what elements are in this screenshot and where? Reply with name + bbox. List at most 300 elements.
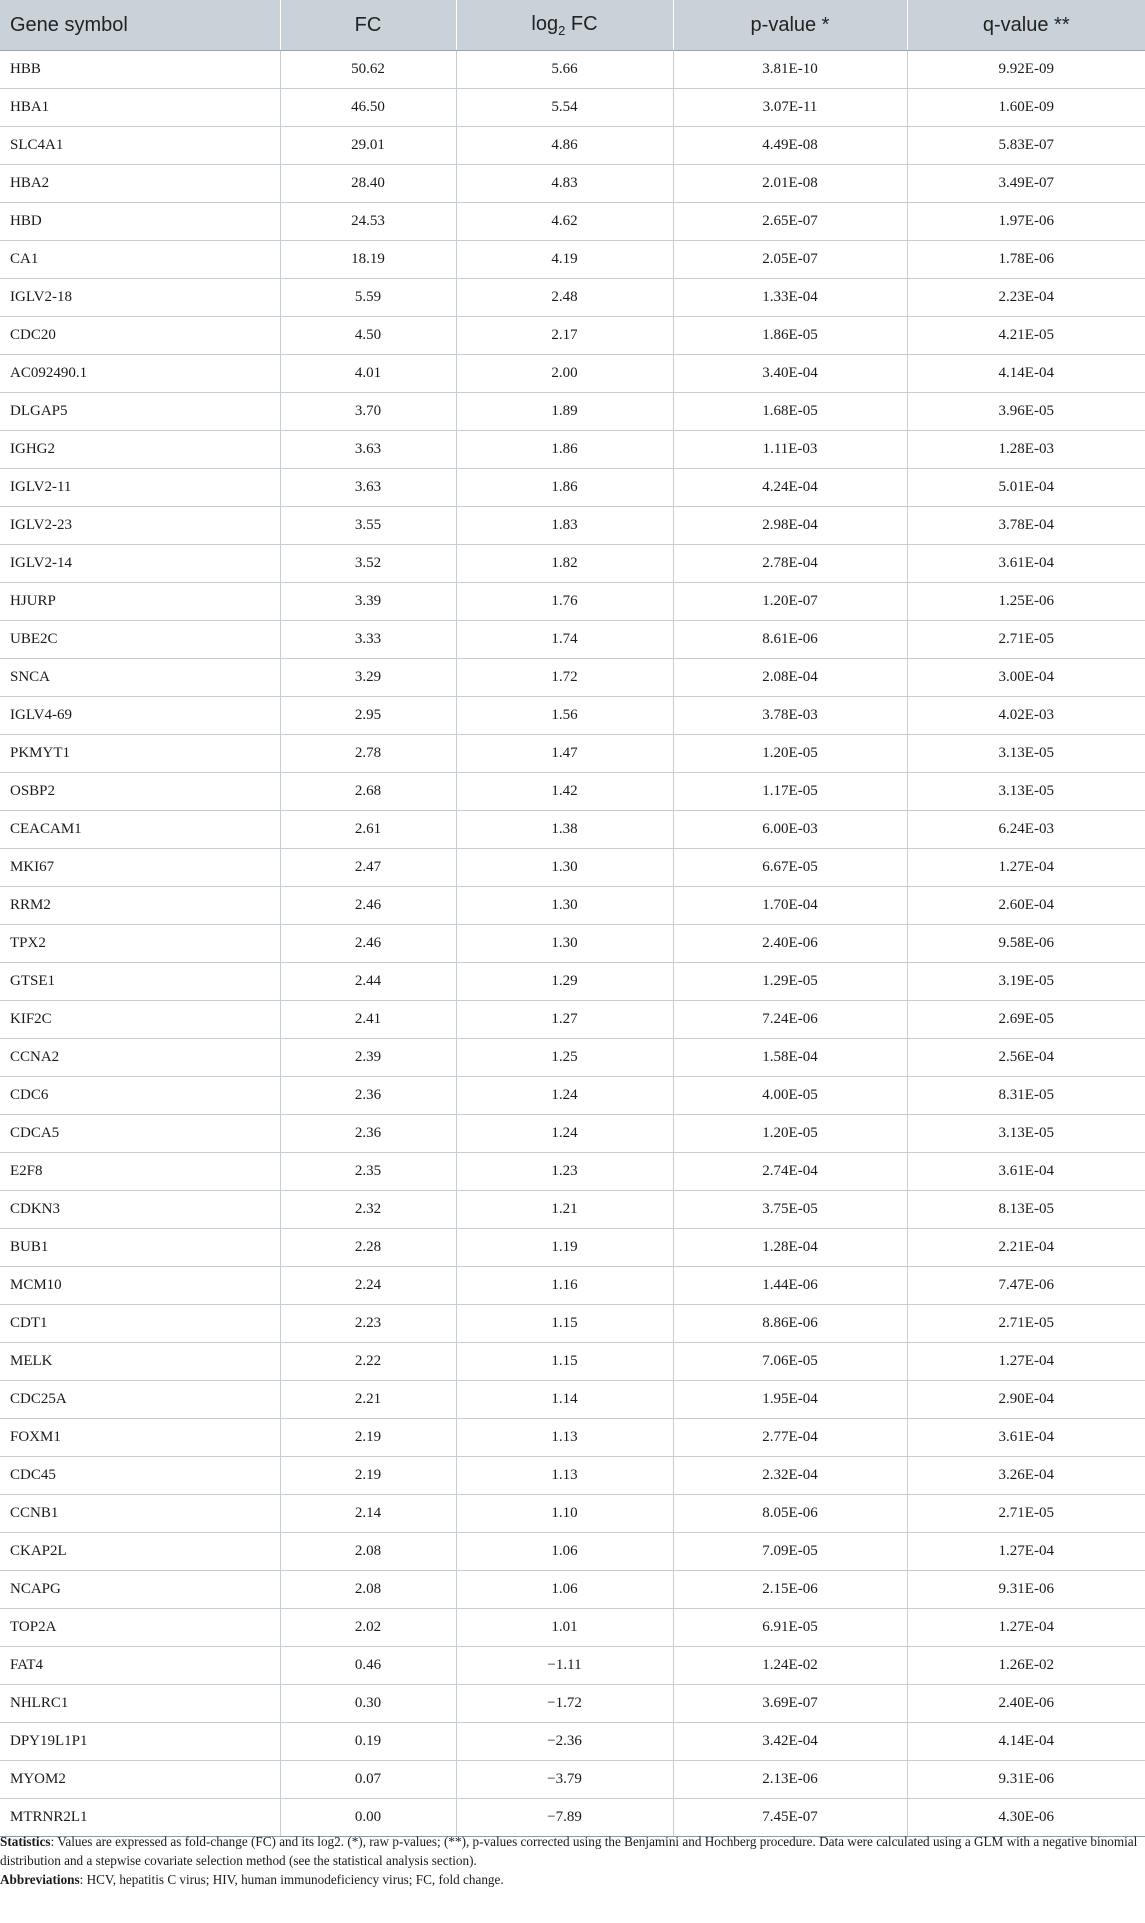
table-row [0, 1495, 1145, 1533]
table-row [0, 393, 1145, 431]
table-row [0, 735, 1145, 773]
cell-log2-fc: 1.30 [456, 925, 673, 963]
cell-fc: 3.29 [280, 659, 456, 697]
cell-q-value: 9.31E-06 [907, 1571, 1145, 1609]
cell-log2-fc: 1.24 [456, 1077, 673, 1115]
cell-p-value: 3.69E-07 [673, 1685, 907, 1723]
cell-log2-fc: 1.56 [456, 697, 673, 735]
cell-fc: 5.59 [280, 279, 456, 317]
cell-gene-symbol: CDT1 [0, 1305, 280, 1343]
cell-fc: 2.22 [280, 1343, 456, 1381]
cell-fc: 0.30 [280, 1685, 456, 1723]
cell-gene-symbol: TPX2 [0, 925, 280, 963]
cell-gene-symbol: IGLV4-69 [0, 697, 280, 735]
cell-fc: 2.08 [280, 1571, 456, 1609]
table-row [0, 583, 1145, 621]
cell-fc: 3.55 [280, 507, 456, 545]
cell-fc: 2.19 [280, 1457, 456, 1495]
table-row [0, 925, 1145, 963]
table-row [0, 241, 1145, 279]
cell-q-value: 9.31E-06 [907, 1761, 1145, 1799]
cell-gene-symbol: PKMYT1 [0, 735, 280, 773]
cell-fc: 3.63 [280, 431, 456, 469]
header-gene-symbol: Gene symbol [0, 0, 280, 51]
cell-p-value: 1.20E-05 [673, 735, 907, 773]
cell-q-value: 2.21E-04 [907, 1229, 1145, 1267]
table-row [0, 811, 1145, 849]
cell-p-value: 1.95E-04 [673, 1381, 907, 1419]
cell-fc: 2.36 [280, 1077, 456, 1115]
cell-p-value: 2.40E-06 [673, 925, 907, 963]
cell-gene-symbol: MKI67 [0, 849, 280, 887]
cell-log2-fc: 1.19 [456, 1229, 673, 1267]
table-row [0, 963, 1145, 1001]
cell-gene-symbol: HBA2 [0, 165, 280, 203]
table-row [0, 545, 1145, 583]
cell-q-value: 1.27E-04 [907, 1609, 1145, 1647]
cell-gene-symbol: KIF2C [0, 1001, 280, 1039]
cell-q-value: 2.71E-05 [907, 1495, 1145, 1533]
cell-q-value: 3.13E-05 [907, 773, 1145, 811]
cell-q-value: 2.71E-05 [907, 621, 1145, 659]
cell-gene-symbol: UBE2C [0, 621, 280, 659]
cell-q-value: 3.26E-04 [907, 1457, 1145, 1495]
cell-p-value: 8.05E-06 [673, 1495, 907, 1533]
cell-p-value: 8.86E-06 [673, 1305, 907, 1343]
table-row [0, 127, 1145, 165]
cell-q-value: 1.27E-04 [907, 1533, 1145, 1571]
cell-fc: 4.50 [280, 317, 456, 355]
cell-gene-symbol: CDC20 [0, 317, 280, 355]
cell-fc: 0.00 [280, 1799, 456, 1837]
cell-p-value: 4.49E-08 [673, 127, 907, 165]
cell-log2-fc: 1.13 [456, 1419, 673, 1457]
table-row [0, 1419, 1145, 1457]
cell-p-value: 1.44E-06 [673, 1267, 907, 1305]
cell-p-value: 4.24E-04 [673, 469, 907, 507]
table-row [0, 1533, 1145, 1571]
cell-q-value: 1.60E-09 [907, 89, 1145, 127]
cell-gene-symbol: NCAPG [0, 1571, 280, 1609]
cell-fc: 2.36 [280, 1115, 456, 1153]
cell-log2-fc: 1.30 [456, 887, 673, 925]
table-row [0, 697, 1145, 735]
cell-log2-fc: 1.27 [456, 1001, 673, 1039]
cell-fc: 50.62 [280, 51, 456, 89]
cell-q-value: 4.14E-04 [907, 355, 1145, 393]
cell-fc: 2.41 [280, 1001, 456, 1039]
cell-log2-fc: 4.62 [456, 203, 673, 241]
cell-q-value: 2.71E-05 [907, 1305, 1145, 1343]
cell-gene-symbol: IGLV2-11 [0, 469, 280, 507]
cell-fc: 3.39 [280, 583, 456, 621]
table-row [0, 1001, 1145, 1039]
table-row [0, 279, 1145, 317]
cell-q-value: 5.83E-07 [907, 127, 1145, 165]
cell-p-value: 3.78E-03 [673, 697, 907, 735]
cell-p-value: 1.28E-04 [673, 1229, 907, 1267]
cell-fc: 0.07 [280, 1761, 456, 1799]
cell-p-value: 2.15E-06 [673, 1571, 907, 1609]
cell-fc: 2.78 [280, 735, 456, 773]
table-row [0, 1267, 1145, 1305]
cell-log2-fc: 1.15 [456, 1343, 673, 1381]
cell-p-value: 1.11E-03 [673, 431, 907, 469]
cell-p-value: 2.13E-06 [673, 1761, 907, 1799]
cell-gene-symbol: CDKN3 [0, 1191, 280, 1229]
cell-q-value: 2.56E-04 [907, 1039, 1145, 1077]
cell-q-value: 2.23E-04 [907, 279, 1145, 317]
cell-log2-fc: 5.66 [456, 51, 673, 89]
cell-gene-symbol: AC092490.1 [0, 355, 280, 393]
cell-log2-fc: 1.74 [456, 621, 673, 659]
cell-gene-symbol: CDCA5 [0, 1115, 280, 1153]
cell-fc: 2.47 [280, 849, 456, 887]
cell-p-value: 2.78E-04 [673, 545, 907, 583]
cell-q-value: 2.69E-05 [907, 1001, 1145, 1039]
cell-log2-fc: 4.86 [456, 127, 673, 165]
cell-p-value: 3.81E-10 [673, 51, 907, 89]
cell-gene-symbol: MTRNR2L1 [0, 1799, 280, 1837]
cell-q-value: 8.31E-05 [907, 1077, 1145, 1115]
cell-q-value: 4.30E-06 [907, 1799, 1145, 1837]
cell-fc: 2.08 [280, 1533, 456, 1571]
cell-p-value: 3.42E-04 [673, 1723, 907, 1761]
cell-log2-fc: 1.23 [456, 1153, 673, 1191]
cell-log2-fc: 2.17 [456, 317, 673, 355]
cell-p-value: 2.65E-07 [673, 203, 907, 241]
cell-p-value: 3.75E-05 [673, 1191, 907, 1229]
table-row [0, 1685, 1145, 1723]
cell-gene-symbol: CDC25A [0, 1381, 280, 1419]
cell-fc: 3.70 [280, 393, 456, 431]
cell-gene-symbol: DPY19L1P1 [0, 1723, 280, 1761]
cell-fc: 28.40 [280, 165, 456, 203]
statistics-label: Statistics [0, 1834, 51, 1849]
cell-q-value: 2.40E-06 [907, 1685, 1145, 1723]
table-row [0, 887, 1145, 925]
cell-fc: 2.35 [280, 1153, 456, 1191]
cell-fc: 2.23 [280, 1305, 456, 1343]
table-row [0, 1153, 1145, 1191]
cell-log2-fc: −7.89 [456, 1799, 673, 1837]
cell-log2-fc: 1.24 [456, 1115, 673, 1153]
cell-q-value: 4.14E-04 [907, 1723, 1145, 1761]
cell-fc: 2.28 [280, 1229, 456, 1267]
cell-log2-fc: 2.00 [456, 355, 673, 393]
table-body [0, 51, 1145, 1837]
cell-q-value: 3.49E-07 [907, 165, 1145, 203]
table-row [0, 1799, 1145, 1837]
abbreviations-note [0, 1870, 1140, 1889]
cell-gene-symbol: FOXM1 [0, 1419, 280, 1457]
cell-log2-fc: 4.83 [456, 165, 673, 203]
cell-p-value: 2.77E-04 [673, 1419, 907, 1457]
table-row [0, 1229, 1145, 1267]
cell-log2-fc: −1.72 [456, 1685, 673, 1723]
cell-p-value: 1.86E-05 [673, 317, 907, 355]
cell-p-value: 1.24E-02 [673, 1647, 907, 1685]
abbreviations-label: Abbreviations [0, 1872, 80, 1887]
cell-log2-fc: 1.38 [456, 811, 673, 849]
table-row [0, 203, 1145, 241]
cell-p-value: 2.98E-04 [673, 507, 907, 545]
table-row [0, 431, 1145, 469]
cell-gene-symbol: SLC4A1 [0, 127, 280, 165]
cell-gene-symbol: HBB [0, 51, 280, 89]
cell-log2-fc: 1.15 [456, 1305, 673, 1343]
cell-log2-fc: −2.36 [456, 1723, 673, 1761]
cell-q-value: 3.61E-04 [907, 545, 1145, 583]
cell-log2-fc: 1.76 [456, 583, 673, 621]
cell-p-value: 7.06E-05 [673, 1343, 907, 1381]
table-row [0, 89, 1145, 127]
cell-gene-symbol: CCNB1 [0, 1495, 280, 1533]
cell-fc: 2.46 [280, 887, 456, 925]
cell-fc: 24.53 [280, 203, 456, 241]
cell-log2-fc: 2.48 [456, 279, 673, 317]
cell-p-value: 2.32E-04 [673, 1457, 907, 1495]
cell-p-value: 8.61E-06 [673, 621, 907, 659]
cell-p-value: 1.58E-04 [673, 1039, 907, 1077]
cell-log2-fc: 1.30 [456, 849, 673, 887]
cell-q-value: 6.24E-03 [907, 811, 1145, 849]
cell-fc: 3.33 [280, 621, 456, 659]
table-row [0, 469, 1145, 507]
cell-fc: 46.50 [280, 89, 456, 127]
table-row [0, 1077, 1145, 1115]
cell-fc: 3.63 [280, 469, 456, 507]
cell-log2-fc: 1.47 [456, 735, 673, 773]
header-log-prefix: log [531, 12, 559, 35]
cell-gene-symbol: E2F8 [0, 1153, 280, 1191]
cell-p-value: 7.24E-06 [673, 1001, 907, 1039]
cell-log2-fc: 1.16 [456, 1267, 673, 1305]
cell-q-value: 7.47E-06 [907, 1267, 1145, 1305]
cell-gene-symbol: HBA1 [0, 89, 280, 127]
table-row [0, 1343, 1145, 1381]
cell-fc: 4.01 [280, 355, 456, 393]
cell-gene-symbol: MCM10 [0, 1267, 280, 1305]
header-log-subscript: 2 [558, 22, 566, 38]
cell-fc: 2.32 [280, 1191, 456, 1229]
cell-p-value: 2.01E-08 [673, 165, 907, 203]
table-row [0, 1571, 1145, 1609]
cell-gene-symbol: MELK [0, 1343, 280, 1381]
abbreviations-text: : HCV, hepatitis C virus; HIV, human immunodeficiency virus; FC, fold change. [79, 1872, 504, 1887]
cell-p-value: 4.00E-05 [673, 1077, 907, 1115]
table-row [0, 51, 1145, 89]
cell-gene-symbol: OSBP2 [0, 773, 280, 811]
table-row [0, 507, 1145, 545]
cell-p-value: 1.33E-04 [673, 279, 907, 317]
cell-log2-fc: 1.83 [456, 507, 673, 545]
table-row [0, 1761, 1145, 1799]
cell-q-value: 3.61E-04 [907, 1419, 1145, 1457]
table-row [0, 773, 1145, 811]
cell-gene-symbol: MYOM2 [0, 1761, 280, 1799]
cell-gene-symbol: CDC45 [0, 1457, 280, 1495]
cell-gene-symbol: NHLRC1 [0, 1685, 280, 1723]
cell-q-value: 1.28E-03 [907, 431, 1145, 469]
cell-gene-symbol: CKAP2L [0, 1533, 280, 1571]
cell-log2-fc: 1.86 [456, 469, 673, 507]
table-row [0, 1457, 1145, 1495]
cell-log2-fc: 1.89 [456, 393, 673, 431]
table-row [0, 1305, 1145, 1343]
cell-gene-symbol: IGLV2-18 [0, 279, 280, 317]
cell-gene-symbol: IGLV2-14 [0, 545, 280, 583]
cell-fc: 2.24 [280, 1267, 456, 1305]
cell-gene-symbol: CCNA2 [0, 1039, 280, 1077]
cell-q-value: 3.00E-04 [907, 659, 1145, 697]
cell-log2-fc: −1.11 [456, 1647, 673, 1685]
cell-q-value: 3.96E-05 [907, 393, 1145, 431]
cell-fc: 2.95 [280, 697, 456, 735]
cell-log2-fc: 1.82 [456, 545, 673, 583]
table-row [0, 1381, 1145, 1419]
cell-p-value: 6.67E-05 [673, 849, 907, 887]
cell-log2-fc: 1.10 [456, 1495, 673, 1533]
table-row [0, 1647, 1145, 1685]
cell-log2-fc: 1.14 [456, 1381, 673, 1419]
table-row [0, 165, 1145, 203]
header-p-value: p-value * [673, 0, 907, 51]
cell-log2-fc: 1.06 [456, 1533, 673, 1571]
cell-gene-symbol: HJURP [0, 583, 280, 621]
table-row [0, 1115, 1145, 1153]
cell-p-value: 1.70E-04 [673, 887, 907, 925]
cell-p-value: 3.40E-04 [673, 355, 907, 393]
cell-log2-fc: 1.72 [456, 659, 673, 697]
cell-log2-fc: −3.79 [456, 1761, 673, 1799]
cell-fc: 2.02 [280, 1609, 456, 1647]
cell-p-value: 7.09E-05 [673, 1533, 907, 1571]
table-row [0, 355, 1145, 393]
cell-log2-fc: 1.06 [456, 1571, 673, 1609]
header-fc: FC [280, 0, 456, 51]
table-row [0, 1723, 1145, 1761]
cell-fc: 0.19 [280, 1723, 456, 1761]
table-footnotes [0, 1832, 1140, 1889]
cell-log2-fc: 1.42 [456, 773, 673, 811]
cell-log2-fc: 1.01 [456, 1609, 673, 1647]
cell-fc: 29.01 [280, 127, 456, 165]
cell-q-value: 1.25E-06 [907, 583, 1145, 621]
cell-p-value: 1.20E-05 [673, 1115, 907, 1153]
cell-gene-symbol: SNCA [0, 659, 280, 697]
header-log2-fc [456, 0, 673, 51]
cell-p-value: 6.91E-05 [673, 1609, 907, 1647]
cell-gene-symbol: HBD [0, 203, 280, 241]
cell-gene-symbol: RRM2 [0, 887, 280, 925]
cell-p-value: 7.45E-07 [673, 1799, 907, 1837]
cell-q-value: 1.27E-04 [907, 1343, 1145, 1381]
cell-fc: 0.46 [280, 1647, 456, 1685]
cell-log2-fc: 1.25 [456, 1039, 673, 1077]
cell-gene-symbol: TOP2A [0, 1609, 280, 1647]
table-row [0, 849, 1145, 887]
header-log-suffix: FC [565, 12, 598, 35]
cell-p-value: 1.20E-07 [673, 583, 907, 621]
cell-log2-fc: 1.13 [456, 1457, 673, 1495]
cell-log2-fc: 1.86 [456, 431, 673, 469]
cell-gene-symbol: DLGAP5 [0, 393, 280, 431]
header-row [0, 0, 1145, 51]
cell-fc: 3.52 [280, 545, 456, 583]
cell-q-value: 1.78E-06 [907, 241, 1145, 279]
table-row [0, 621, 1145, 659]
cell-q-value: 3.13E-05 [907, 735, 1145, 773]
cell-fc: 2.44 [280, 963, 456, 1001]
cell-q-value: 3.19E-05 [907, 963, 1145, 1001]
cell-log2-fc: 4.19 [456, 241, 673, 279]
cell-q-value: 8.13E-05 [907, 1191, 1145, 1229]
cell-fc: 2.46 [280, 925, 456, 963]
cell-p-value: 3.07E-11 [673, 89, 907, 127]
cell-q-value: 1.26E-02 [907, 1647, 1145, 1685]
cell-p-value: 6.00E-03 [673, 811, 907, 849]
cell-fc: 2.14 [280, 1495, 456, 1533]
cell-fc: 2.61 [280, 811, 456, 849]
cell-q-value: 1.97E-06 [907, 203, 1145, 241]
cell-q-value: 3.61E-04 [907, 1153, 1145, 1191]
table-row [0, 1039, 1145, 1077]
cell-q-value: 3.13E-05 [907, 1115, 1145, 1153]
cell-gene-symbol: IGLV2-23 [0, 507, 280, 545]
cell-gene-symbol: CDC6 [0, 1077, 280, 1115]
cell-p-value: 1.29E-05 [673, 963, 907, 1001]
cell-q-value: 9.92E-09 [907, 51, 1145, 89]
table-row [0, 659, 1145, 697]
cell-p-value: 1.17E-05 [673, 773, 907, 811]
cell-p-value: 1.68E-05 [673, 393, 907, 431]
cell-fc: 2.39 [280, 1039, 456, 1077]
cell-q-value: 5.01E-04 [907, 469, 1145, 507]
cell-q-value: 2.90E-04 [907, 1381, 1145, 1419]
cell-log2-fc: 5.54 [456, 89, 673, 127]
cell-gene-symbol: BUB1 [0, 1229, 280, 1267]
cell-gene-symbol: CA1 [0, 241, 280, 279]
cell-q-value: 3.78E-04 [907, 507, 1145, 545]
table-row [0, 317, 1145, 355]
cell-p-value: 2.05E-07 [673, 241, 907, 279]
cell-q-value: 4.02E-03 [907, 697, 1145, 735]
cell-q-value: 2.60E-04 [907, 887, 1145, 925]
cell-gene-symbol: CEACAM1 [0, 811, 280, 849]
cell-log2-fc: 1.29 [456, 963, 673, 1001]
cell-p-value: 2.74E-04 [673, 1153, 907, 1191]
cell-fc: 2.68 [280, 773, 456, 811]
table-row [0, 1609, 1145, 1647]
cell-gene-symbol: FAT4 [0, 1647, 280, 1685]
cell-q-value: 1.27E-04 [907, 849, 1145, 887]
cell-p-value: 2.08E-04 [673, 659, 907, 697]
cell-fc: 2.19 [280, 1419, 456, 1457]
table-row [0, 1191, 1145, 1229]
cell-fc: 2.21 [280, 1381, 456, 1419]
cell-gene-symbol: GTSE1 [0, 963, 280, 1001]
cell-fc: 18.19 [280, 241, 456, 279]
header-q-value: q-value ** [907, 0, 1145, 51]
cell-log2-fc: 1.21 [456, 1191, 673, 1229]
statistics-note [0, 1832, 1140, 1870]
cell-q-value: 4.21E-05 [907, 317, 1145, 355]
table-header [0, 0, 1145, 51]
statistics-text: : Values are expressed as fold-change (FC) and its log2. (*), raw p-values; (**), p-values corrected using the Benjamini and Hochberg procedure. Data were calculated using a GLM with a negative binomial distribution and a stepwise covariate selection method (see the statistical analysis section). [0, 1834, 1138, 1868]
cell-gene-symbol: IGHG2 [0, 431, 280, 469]
cell-q-value: 9.58E-06 [907, 925, 1145, 963]
